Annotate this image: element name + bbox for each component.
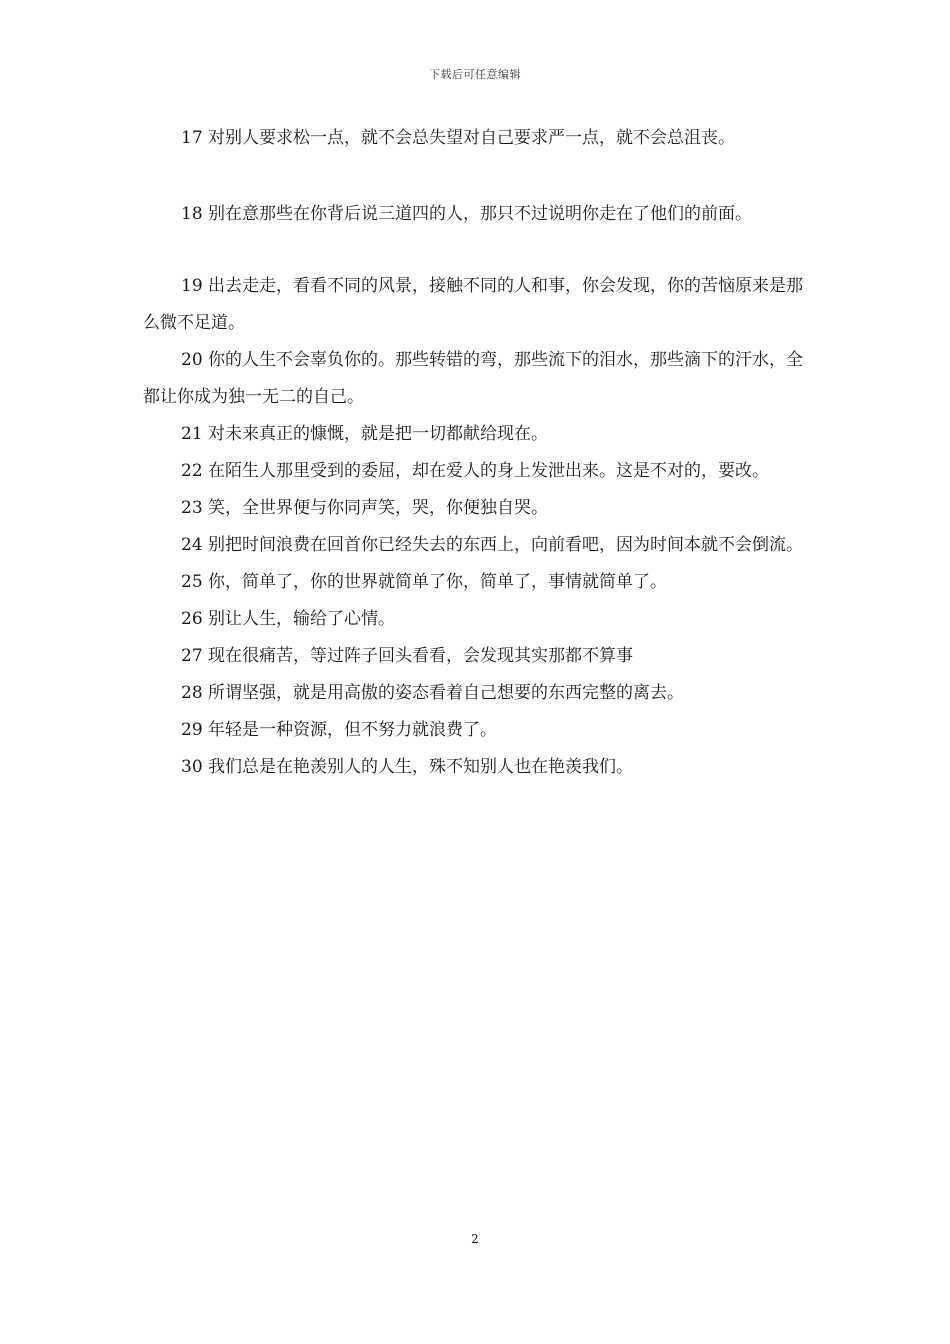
paragraph-24: 24 别把时间浪费在回首你已经失去的东西上，向前看吧，因为时间本就不会倒流。	[181, 535, 804, 555]
paragraph-18: 18 别在意那些在你背后说三道四的人，那只不过说明你走在了他们的前面。	[181, 204, 753, 224]
page-number: 2	[471, 1232, 479, 1246]
paragraph-29: 29 年轻是一种资源，但不努力就浪费了。	[181, 720, 498, 740]
paragraph-20: 20 你的人生不会辜负你的。那些转错的弯，那些流下的泪水，那些滴下的汗水，全都让你成为独一无二的自己。	[143, 350, 804, 407]
paragraph-17: 17 对别人要求松一点，就不会总失望对自己要求严一点，就不会总沮丧。	[181, 128, 736, 148]
page-header: 下载后可任意编辑	[429, 68, 521, 81]
paragraph-21: 21 对未来真正的慷慨，就是把一切都献给现在。	[181, 424, 549, 444]
paragraph-25: 25 你，简单了，你的世界就简单了你，简单了，事情就简单了。	[181, 572, 668, 592]
paragraph-19: 19 出去走走，看看不同的风景，接触不同的人和事，你会发现，你的苦恼原来是那么微不足道。	[143, 276, 804, 333]
paragraph-30: 30 我们总是在艳羡别人的人生，殊不知别人也在艳羡我们。	[181, 757, 634, 777]
paragraph-22: 22 在陌生人那里受到的委屈，却在爱人的身上发泄出来。这是不对的，要改。	[181, 461, 770, 481]
paragraph-27: 27 现在很痛苦，等过阵子回头看看，会发现其实那都不算事	[181, 646, 634, 666]
paragraph-block	[143, 268, 815, 786]
paragraph-26: 26 别让人生，输给了心情。	[181, 609, 396, 629]
paragraph-28: 28 所谓坚强，就是用高傲的姿态看着自己想要的东西完整的离去。	[181, 683, 685, 703]
paragraph-23: 23 笑，全世界便与你同声笑，哭，你便独自哭。	[181, 498, 549, 518]
